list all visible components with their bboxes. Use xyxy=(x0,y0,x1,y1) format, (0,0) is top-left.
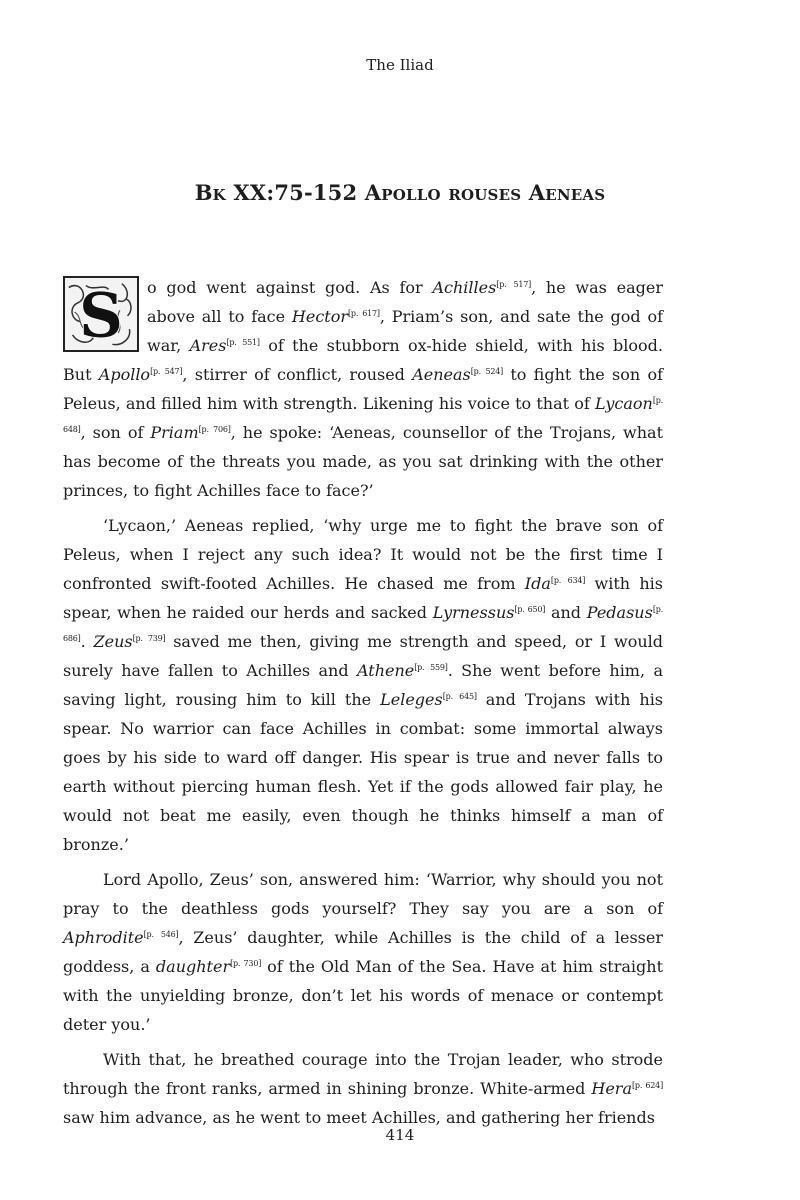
page-reference[interactable]: [p. 524] xyxy=(470,367,504,376)
text-run: and Trojans with his spear. No warrior can face Achilles in combat: some immortal always goes by his side to ward off danger. His spear is true and never falls to earth without piercing human flesh. Yet if the gods allowed fair play, he would not beat me easily, even though he thinks himself a man of bronze.’ xyxy=(63,690,664,854)
paragraph xyxy=(63,511,663,859)
text-run: , stirrer of conflict, roused xyxy=(182,365,413,384)
name-reference: Ida xyxy=(524,574,551,593)
text-run: , Priam’s son, and sate the god of war, xyxy=(147,307,664,355)
name-reference: Apollo xyxy=(98,365,151,384)
page-reference[interactable]: [p. 517] xyxy=(496,280,532,289)
drop-cap-letter: S xyxy=(79,280,123,350)
page-reference[interactable]: [p. 650] xyxy=(514,605,546,614)
text-run: . xyxy=(80,632,94,651)
text-run: Lord Apollo, Zeus’ son, answered him: ‘Warrior, why should you not pray to the deathless gods yourself? They say you are a son of xyxy=(63,870,663,918)
name-reference: Leleges xyxy=(380,690,443,709)
text-run: , Zeus’ daughter, while Achilles is the child of a lesser goddess, a xyxy=(63,928,664,976)
text-run: , son of xyxy=(80,423,151,442)
text-run: o god went against god. As for xyxy=(147,278,433,297)
text-run: to fight the son of Peleus, and filled him with strength. Likening his voice to that of xyxy=(63,365,664,413)
name-reference: Aphrodite xyxy=(63,928,144,947)
text-run: with his spear, when he raided our herds and sacked xyxy=(63,574,663,622)
page-reference[interactable]: [p. 645] xyxy=(442,692,477,701)
name-reference: Ares xyxy=(189,336,227,355)
page-reference[interactable]: [p. 634] xyxy=(550,576,586,585)
page-reference[interactable]: [p. 624] xyxy=(631,1081,663,1090)
text-run: . She went before him, a saving light, rousing him to kill the xyxy=(63,661,663,709)
name-reference: Zeus xyxy=(93,632,133,651)
page-reference[interactable]: [p. 686] xyxy=(63,605,663,643)
name-reference: Achilles xyxy=(432,278,497,297)
paragraph xyxy=(63,865,663,1039)
text-run: , he was eager above all to face xyxy=(147,278,663,326)
name-reference: Pedasus xyxy=(586,603,653,622)
text-run: of the Old Man of the Sea. Have at him straight with the unyielding bronze, don’t let his words of menace or contempt deter you.’ xyxy=(63,957,664,1034)
paragraph xyxy=(63,273,663,505)
drop-cap-ornament xyxy=(63,276,139,352)
page-reference[interactable]: [p. 559] xyxy=(414,663,448,672)
body-text xyxy=(63,273,663,1138)
name-reference: Aeneas xyxy=(412,365,471,384)
text-run: saw him advance, as he went to meet Achilles, and gathering her friends xyxy=(63,1108,655,1127)
name-reference: Lyrnessus xyxy=(432,603,515,622)
page-reference[interactable]: [p. 730] xyxy=(230,959,262,968)
text-run: ‘Lycaon,’ Aeneas replied, ‘why urge me to fight the brave son of Peleus, when I reject any such idea? It would not be the first time I confronted swift-footed Achilles. He chased me from xyxy=(63,516,663,593)
page-reference[interactable]: [p. 648] xyxy=(63,396,663,434)
page-reference[interactable]: [p. 546] xyxy=(143,930,179,939)
running-head: The Iliad xyxy=(366,56,434,74)
page-reference[interactable]: [p. 547] xyxy=(150,367,183,376)
name-reference: Hera xyxy=(591,1079,632,1098)
chapter-title: Bk XX:75-152 Apollo rouses Aeneas xyxy=(194,180,606,205)
name-reference: Athene xyxy=(357,661,415,680)
name-reference: Hector xyxy=(291,307,348,326)
text-run: , he spoke: ‘Aeneas, counsellor of the Trojans, what has become of the threats you made, as you sat drinking with the other princes, to fight Achilles face to face?’ xyxy=(63,423,664,500)
page-number: 414 xyxy=(385,1126,415,1144)
name-reference: Priam xyxy=(150,423,199,442)
text-run: and xyxy=(545,603,587,622)
name-reference: Lycaon xyxy=(594,394,653,413)
text-run: of the stubborn ox-hide shield, with his blood. But xyxy=(63,336,663,384)
page-reference[interactable]: [p. 706] xyxy=(198,425,231,434)
name-reference: daughter xyxy=(155,957,231,976)
paragraph xyxy=(63,1045,663,1132)
page-reference[interactable]: [p. 739] xyxy=(132,634,166,643)
text-run: saved me then, giving me strength and speed, or I would surely have fallen to Achilles and xyxy=(63,632,664,680)
page-reference[interactable]: [p. 617] xyxy=(348,309,380,318)
page-reference[interactable]: [p. 551] xyxy=(226,338,260,347)
text-run: With that, he breathed courage into the Trojan leader, who strode through the front ranks, armed in shining bronze. White-armed xyxy=(63,1050,663,1098)
